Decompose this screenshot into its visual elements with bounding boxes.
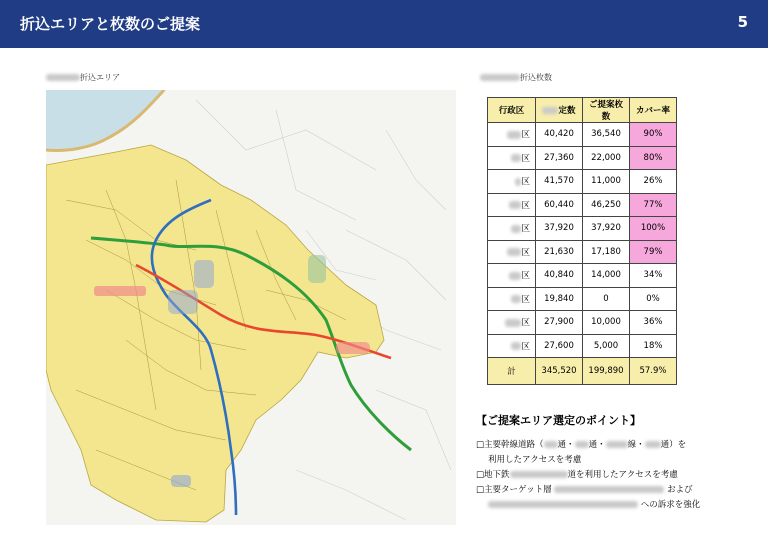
redacted-map-label: [168, 290, 198, 314]
table-caption-label: 折込枚数: [520, 73, 552, 82]
table-row: [488, 146, 677, 170]
table-caption: [480, 72, 552, 83]
count-cell: 19,840: [536, 287, 583, 311]
total-label: 計: [488, 358, 536, 385]
redacted-map-label: [94, 286, 146, 296]
table-row: [488, 217, 677, 241]
distribution-table: [487, 97, 677, 385]
ward-cell: 区: [488, 170, 536, 194]
redacted-text: [511, 225, 521, 233]
ward-cell: 区: [488, 217, 536, 241]
point-1: □主要幹線道路（ 通・ 通・ 線・ 通）を: [476, 440, 687, 450]
coverage-cell: 79%: [630, 240, 677, 264]
table-row: [488, 287, 677, 311]
point-2: □地下鉄 道を利用したアクセスを考慮: [476, 470, 678, 480]
redacted-map-label: [336, 342, 370, 354]
count-cell: 21,630: [536, 240, 583, 264]
distribution-area-map: [46, 90, 456, 525]
count-cell: 60,440: [536, 193, 583, 217]
map-caption-label: 折込エリア: [80, 73, 120, 82]
redacted-text: [488, 501, 638, 508]
count-cell: 27,360: [536, 146, 583, 170]
redacted-text: [509, 272, 521, 280]
proposed-cell: 5,000: [583, 334, 630, 358]
total-proposed: 199,890: [583, 358, 630, 385]
ward-cell: 区: [488, 287, 536, 311]
coverage-cell: 18%: [630, 334, 677, 358]
table-row: [488, 193, 677, 217]
count-cell: 27,600: [536, 334, 583, 358]
count-cell: 37,920: [536, 217, 583, 241]
redacted-text: [544, 441, 558, 448]
table-row: [488, 170, 677, 194]
proposed-cell: 37,920: [583, 217, 630, 241]
slide-header: [0, 0, 768, 48]
proposed-cell: 17,180: [583, 240, 630, 264]
point-3: □主要ターゲット層 および: [476, 485, 693, 495]
table-row: [488, 311, 677, 335]
ward-cell: 区: [488, 193, 536, 217]
redacted-text: [505, 319, 521, 327]
map-caption: [46, 72, 120, 83]
slide-title: 折込エリアと枚数のご提案: [20, 15, 201, 33]
redacted-text: [507, 131, 521, 139]
proposed-cell: 0: [583, 287, 630, 311]
selection-points: [476, 412, 746, 513]
redacted-text: [575, 441, 589, 448]
ward-cell: 区: [488, 311, 536, 335]
ward-cell: 区: [488, 146, 536, 170]
redacted-text: [645, 441, 661, 448]
redacted-text: [511, 295, 521, 303]
proposed-cell: 11,000: [583, 170, 630, 194]
total-row: [488, 358, 677, 385]
header-count: 定数: [536, 98, 583, 123]
proposed-cell: 46,250: [583, 193, 630, 217]
total-count: 345,520: [536, 358, 583, 385]
redacted-text: [542, 107, 558, 114]
count-cell: 27,900: [536, 311, 583, 335]
page-number: 5: [737, 13, 748, 31]
table-header-row: [488, 98, 677, 123]
redacted-text: [510, 471, 568, 478]
table-body: [488, 123, 677, 385]
ward-cell: 区: [488, 264, 536, 288]
count-cell: 40,840: [536, 264, 583, 288]
proposed-cell: 14,000: [583, 264, 630, 288]
coverage-cell: 90%: [630, 123, 677, 147]
total-coverage: 57.9%: [630, 358, 677, 385]
point-1-cont: 利用したアクセスを考慮: [488, 455, 582, 465]
proposed-cell: 36,540: [583, 123, 630, 147]
proposed-cell: 10,000: [583, 311, 630, 335]
redacted-text: [511, 342, 521, 350]
ward-cell: 区: [488, 334, 536, 358]
coverage-cell: 36%: [630, 311, 677, 335]
redacted-map-label: [171, 475, 191, 487]
header-coverage: カバー率: [630, 98, 677, 123]
table-row: [488, 264, 677, 288]
header-proposed: ご提案枚数: [583, 98, 630, 123]
redacted-map-label: [308, 255, 326, 283]
count-cell: 40,420: [536, 123, 583, 147]
coverage-cell: 26%: [630, 170, 677, 194]
redacted-text: [511, 154, 521, 162]
coverage-cell: 34%: [630, 264, 677, 288]
table-row: [488, 123, 677, 147]
redacted-map-label: [194, 260, 214, 288]
coverage-cell: 0%: [630, 287, 677, 311]
ward-cell: 区: [488, 240, 536, 264]
coverage-cell: 80%: [630, 146, 677, 170]
table-row: [488, 334, 677, 358]
redacted-text: [46, 74, 80, 81]
table-row: [488, 240, 677, 264]
ward-cell: 区: [488, 123, 536, 147]
redacted-text: [507, 248, 521, 256]
count-cell: 41,570: [536, 170, 583, 194]
redacted-text: [606, 441, 628, 448]
coverage-cell: 100%: [630, 217, 677, 241]
points-heading: 【ご提案エリア選定のポイント】: [476, 414, 641, 427]
redacted-text: [480, 74, 520, 81]
redacted-text: [509, 201, 521, 209]
point-3-cont: への訴求を強化: [476, 498, 746, 513]
coverage-cell: 77%: [630, 193, 677, 217]
redacted-text: [554, 486, 664, 493]
proposed-cell: 22,000: [583, 146, 630, 170]
header-ward: 行政区: [488, 98, 536, 123]
